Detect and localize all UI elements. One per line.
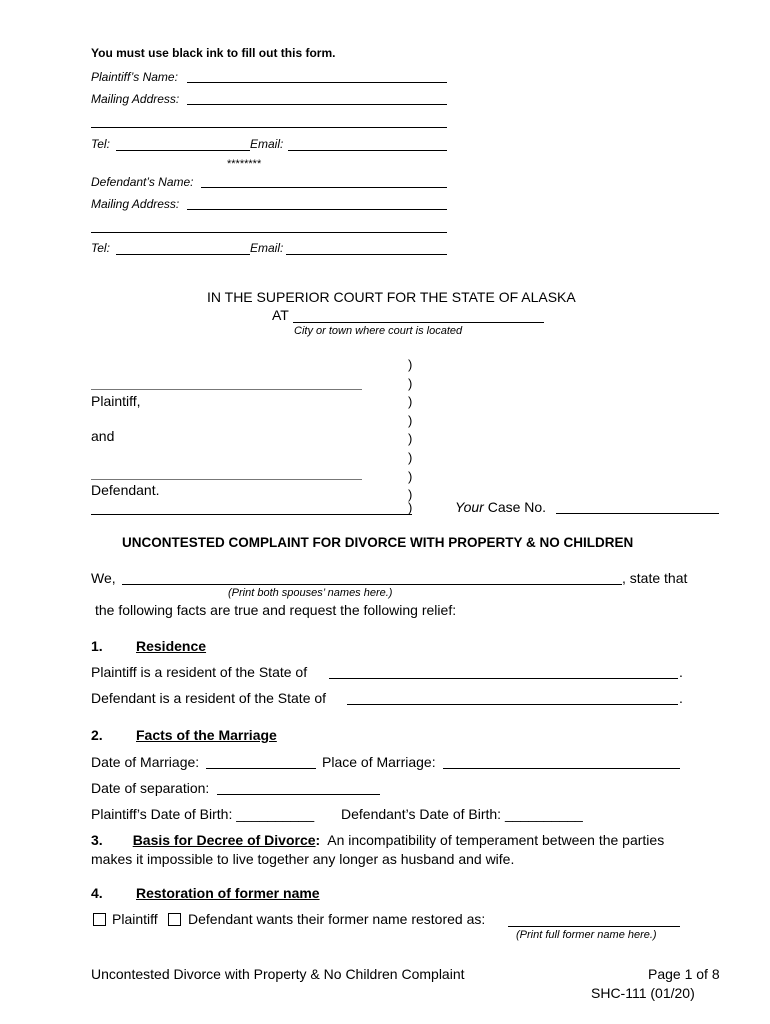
- section-3-line-1: [91, 832, 664, 848]
- caption-paren: ): [408, 394, 413, 410]
- caption-defendant-label: Defendant.: [91, 482, 160, 498]
- section-3-text-1: An incompatibility of temperament between the parties: [327, 832, 665, 848]
- plaintiff-residence-label: Plaintiff is a resident of the State of: [91, 664, 308, 680]
- spouses-names-hint: (Print both spouses’ names here.): [228, 587, 393, 599]
- case-number-text: Case No.: [487, 499, 547, 515]
- defendant-name-label: Defendant’s Name:: [91, 175, 194, 189]
- footer-form-name: Uncontested Divorce with Property & No Children Complaint: [91, 966, 465, 982]
- caption-paren: ): [408, 375, 413, 391]
- intro-facts-line: the following facts are true and request the following relief:: [95, 602, 457, 618]
- plaintiff-mailing-field[interactable]: [187, 104, 447, 105]
- date-of-marriage-label: Date of Marriage:: [91, 754, 200, 770]
- defendant-dob: Defendant’s Date of Birth: __________: [341, 806, 583, 822]
- plaintiff-residence-period: .: [679, 664, 683, 680]
- footer-page-number: Page 1 of 8: [648, 966, 720, 982]
- plaintiff-email-field[interactable]: [288, 150, 447, 151]
- section-2-heading: Facts of the Marriage: [136, 727, 277, 743]
- intro-state-that: , state that: [622, 570, 688, 586]
- caption-and-label: and: [91, 428, 115, 444]
- defendant-email-label: Email:: [250, 241, 284, 255]
- case-number-field[interactable]: [556, 513, 719, 514]
- defendant-tel-label: Tel:: [91, 241, 110, 255]
- plaintiff-mailing-label: Mailing Address:: [91, 92, 180, 106]
- plaintiff-mailing-field-2[interactable]: [91, 127, 447, 128]
- defendant-residence-period: .: [679, 690, 683, 706]
- plaintiff-option-label: Plaintiff: [112, 911, 158, 927]
- defendant-email-field[interactable]: [286, 254, 447, 255]
- caption-paren: ): [408, 357, 413, 372]
- caption-bottom-rule: [91, 514, 412, 515]
- ink-notice: You must use black ink to fill out this form.: [91, 46, 336, 60]
- court-title: IN THE SUPERIOR COURT FOR THE STATE OF ALASKA: [207, 289, 576, 305]
- section-1-number: 1.: [91, 638, 103, 654]
- plaintiff-caption-field[interactable]: [91, 389, 362, 390]
- section-1-heading: Residence: [136, 638, 207, 654]
- former-name-hint: (Print full former name here.): [516, 929, 657, 941]
- caption-paren: ): [408, 487, 413, 503]
- court-location-field[interactable]: [293, 322, 544, 323]
- intro-we-label: We,: [91, 570, 116, 586]
- court-at-label: AT: [272, 307, 289, 323]
- footer-form-code: SHC-111 (01/20): [591, 985, 695, 1001]
- place-of-marriage-field[interactable]: [443, 768, 680, 769]
- plaintiff-dob: Plaintiff’s Date of Birth: __________: [91, 806, 315, 822]
- defendant-mailing-field-2[interactable]: [91, 232, 447, 233]
- case-number-prefix: Your: [455, 499, 484, 515]
- plaintiff-tel-field[interactable]: [116, 150, 250, 151]
- defendant-option-label: Defendant wants their former name restored as:: [188, 911, 486, 927]
- defendant-residence-field[interactable]: [347, 704, 678, 705]
- section-3-text-2: makes it impossible to live together any longer as husband and wife.: [91, 851, 515, 867]
- caption-paren: ): [408, 500, 413, 515]
- defendant-mailing-field[interactable]: [187, 209, 447, 210]
- spouses-names-field[interactable]: [122, 584, 622, 585]
- caption-plaintiff-label: Plaintiff,: [91, 393, 141, 409]
- section-3-heading: Basis for Decree of Divorce: [132, 832, 316, 848]
- plaintiff-email-label: Email:: [250, 137, 284, 151]
- section-4-heading: Restoration of former name: [136, 885, 320, 901]
- plaintiff-tel-label: Tel:: [91, 137, 110, 151]
- section-4-number: 4.: [91, 885, 103, 901]
- defendant-caption-field[interactable]: [91, 479, 362, 480]
- section-3-number: 3.: [91, 832, 103, 848]
- former-name-field[interactable]: [508, 926, 680, 927]
- plaintiff-checkbox[interactable]: [93, 913, 106, 926]
- plaintiff-name-field[interactable]: [187, 82, 447, 83]
- plaintiff-residence-field[interactable]: [329, 678, 678, 679]
- defendant-residence-label: Defendant is a resident of the State of: [91, 690, 327, 706]
- caption-paren: ): [408, 431, 413, 447]
- section-3-colon: :: [315, 832, 321, 848]
- defendant-tel-field[interactable]: [116, 254, 250, 255]
- defendant-checkbox[interactable]: [168, 913, 181, 926]
- defendant-name-field[interactable]: [201, 187, 447, 188]
- section-2-number: 2.: [91, 727, 103, 743]
- form-title: UNCONTESTED COMPLAINT FOR DIVORCE WITH PROPERTY & NO CHILDREN: [122, 535, 634, 550]
- caption-paren: ): [408, 468, 413, 484]
- section-separator: ********: [227, 158, 262, 170]
- date-of-marriage-field[interactable]: [206, 768, 316, 769]
- date-of-separation-label: Date of separation:: [91, 780, 210, 796]
- court-location-hint: City or town where court is located: [294, 325, 463, 337]
- date-of-separation-field[interactable]: [217, 794, 380, 795]
- caption-paren: ): [408, 412, 413, 428]
- plaintiff-name-label: Plaintiff’s Name:: [91, 70, 178, 84]
- place-of-marriage-label: Place of Marriage:: [322, 754, 436, 770]
- caption-paren: ): [408, 450, 413, 465]
- case-number-label: [455, 499, 546, 515]
- defendant-mailing-label: Mailing Address:: [91, 197, 180, 211]
